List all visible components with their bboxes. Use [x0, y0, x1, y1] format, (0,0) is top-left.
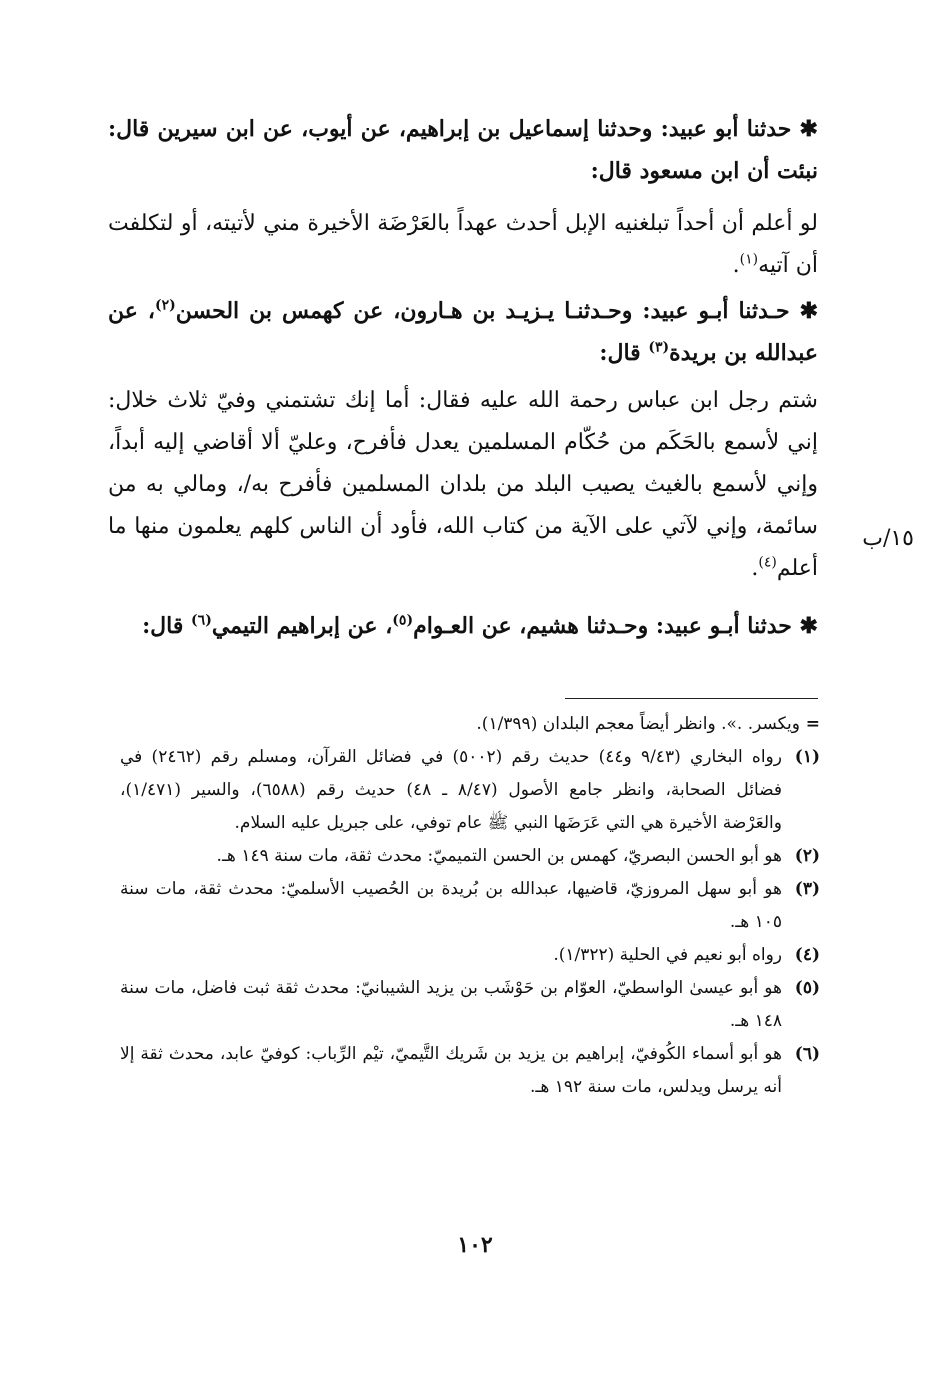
- isnad-text-c: قال:: [142, 613, 192, 639]
- footnote-1: [120, 741, 820, 840]
- footnote-4: [120, 939, 820, 972]
- isnad-text-a: ✱ حدثنا أبـو عبيد: وحـدثنا هشيم، عن العـوام: [413, 613, 818, 639]
- page-number: ١٠٢: [457, 1232, 493, 1258]
- footnote-text: رواه أبو نعيم في الحلية (١/٣٢٢).: [553, 945, 782, 965]
- footnote-number: (١): [794, 747, 820, 767]
- footnote-ref-2[interactable]: (٢): [154, 297, 176, 314]
- isnad-text-c: قال:: [599, 340, 649, 366]
- manuscript-folio-marker: ١٥/ب: [862, 526, 914, 551]
- matn-text: شتم رجل ابن عباس رحمة الله عليه فقال: أما إنك تشتمني وفيّ ثلاث خلال: إني لأسمع بالحَكَم من حُكّام المسلمين يعدل فأفرح، وعليّ ألا أقاضي إليه أبداً، وإني لأسمع بالغيث يصيب البلد من بلدان المسلمين فأفرح به/، ومالي به من سائمة، وإني لآتي على الآية من كتاب الله، فأود أن الناس كلهم يعلمون منها ما أعلم: [108, 388, 818, 581]
- footnote-number: =: [805, 714, 820, 734]
- footnote-text: هو أبو عيسىٰ الواسطيّ، العوّام بن حَوْشَب بن يزيد الشيبانيّ: محدث ثقة ثبت فاضل، مات سنة ١٤٨ هـ.: [120, 978, 782, 1031]
- isnad-text-a: ✱ حـدثنا أبـو عبيد: وحـدثنـا يـزيـد بن هـارون، عن كهمس بن الحسن: [175, 298, 818, 324]
- footnote-ref-5[interactable]: (٥): [392, 612, 414, 629]
- footnote-ref-1[interactable]: (١): [739, 251, 759, 268]
- footnote-ref-3[interactable]: (٣): [648, 339, 670, 356]
- hadith-chain-2: [108, 290, 818, 374]
- footnote-text: رواه البخاري (٩/٤٣ و٤٤) حديث رقم (٥٠٠٢) في فضائل القرآن، ومسلم رقم (٢٤٦٢) في فضائل الصحابة، وانظر جامع الأصول (٨/٤٧ ـ ٤٨) حديث رقم (٦٥٨٨)، والسير (١/٤٧١)، والعَرْضة الأخيرة هي التي عَرَضَها النبي ﷺ عام توفي، على جبريل عليه السلام.: [120, 747, 782, 833]
- footnote-number: (٣): [794, 879, 820, 899]
- footnotes-section: [120, 708, 820, 1104]
- footnote-continuation: [120, 708, 820, 741]
- footnote-number: (٦): [794, 1044, 820, 1064]
- footnote-ref-6[interactable]: (٦): [191, 612, 212, 629]
- isnad-text-b: ، عن إبراهيم التيمي: [211, 613, 393, 639]
- footnote-text: ويكسر. .». وانظر أيضاً معجم البلدان (١/٣٩٩).: [476, 714, 800, 734]
- footnote-ref-4[interactable]: (٤): [758, 554, 777, 571]
- matn-text: لو أعلم أن أحداً تبلغنيه الإبل أحدث عهداً بالعَرْضَة الأخيرة مني لأتيته، أو لتكلفت أن آتيه: [108, 211, 818, 278]
- isnad-text-b: ، عن عبدالله بن بريدة: [108, 298, 818, 366]
- footnote-5: [120, 972, 820, 1038]
- hadith-text-1: لو أعلم أن أحداً تبلغنيه الإبل أحدث عهداً بالعَرْضَة الأخيرة مني لأتيته، أو لتكلفت أن آتيه$^{(١)}$.: [108, 211, 818, 278]
- hadith-text-2: شتم رجل ابن عباس رحمة الله عليه فقال: أما إنك تشتمني وفيّ ثلاث خلال: إني لأسمع بالحَكَم من حُكّام المسلمين يعدل فأفرح، وعليّ ألا أقاضي إليه أبداً، وإني لأسمع بالغيث يصيب البلد من بلدان المسلمين فأفرح به/، ومالي به من سائمة، وإني لآتي على الآية من كتاب الله، فأود أن الناس كلهم يعلمون منها ما أعلم$^{(٤)}$.: [108, 388, 818, 581]
- footnote-number: (٢): [794, 846, 820, 866]
- footnote-number: (٤): [794, 945, 820, 965]
- hadith-chain-1: [108, 108, 818, 192]
- footnote-number: (٥): [794, 978, 820, 998]
- footnote-2: [120, 840, 820, 873]
- isnad-text: ✱ حدثنا أبو عبيد: وحدثنا إسماعيل بن إبراهيم، عن أيوب، عن ابن سيرين قال: نبئت أن ابن مسعود قال:: [108, 116, 818, 184]
- footnote-6: [120, 1038, 820, 1104]
- footnote-text: هو أبو سهل المروزيّ، قاضيها، عبدالله بن بُريدة بن الحُصيب الأسلميّ: محدث ثقة، مات سنة ١٠٥ هـ.: [120, 879, 782, 932]
- footnote-text: هو أبو الحسن البصريّ، كهمس بن الحسن التميميّ: محدث ثقة، مات سنة ١٤٩ هـ.: [216, 846, 782, 866]
- footnote-3: [120, 873, 820, 939]
- footnote-text: هو أبو أسماء الكُوفيّ، إبراهيم بن يزيد بن شَريك التَّيميّ، تيْم الرِّباب: كوفيّ عابد، محدث ثقة إلا أنه يرسل ويدلس، مات سنة ١٩٢ هـ.: [120, 1044, 782, 1097]
- hadith-chain-3: [108, 605, 818, 647]
- footnote-separator: [565, 698, 818, 699]
